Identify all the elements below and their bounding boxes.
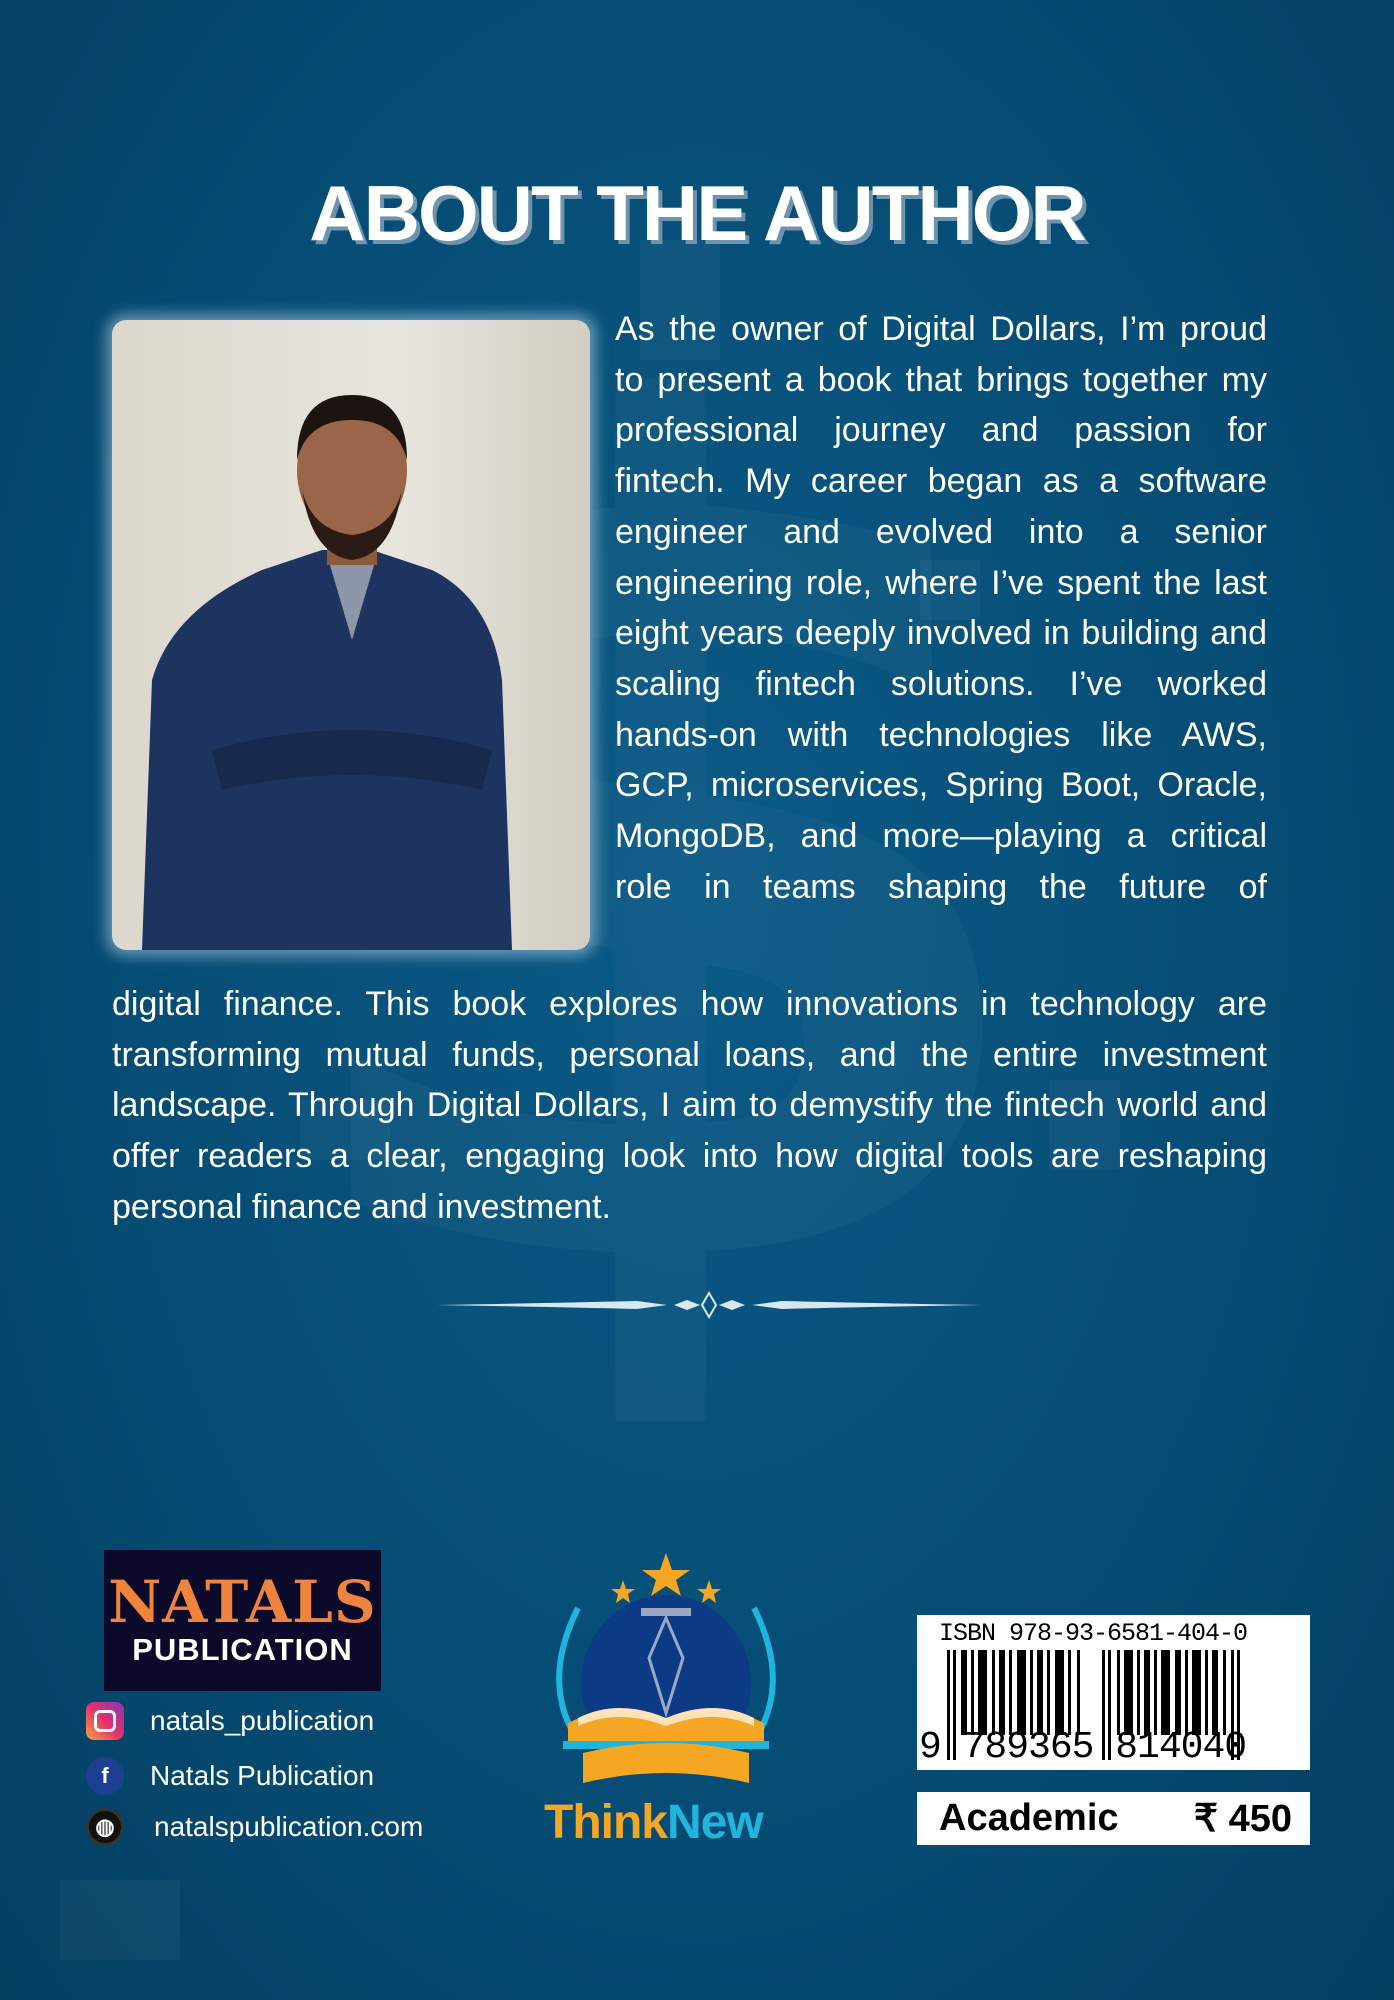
category-label: Academic [939,1797,1119,1839]
divider-ornament-icon [437,1290,982,1320]
author-photo [112,320,590,950]
logo-letter-t: T [205,1568,247,1636]
isbn-barcode [917,1615,1310,1770]
website-link: natalspublication.com [154,1811,424,1842]
globe-icon: ◍ [86,1808,124,1846]
logo-subtitle: PUBLICATION [132,1632,353,1667]
wordmark-think: Think [544,1796,667,1849]
instagram-handle: natals_publication [150,1705,375,1736]
logo-text: NA [108,1568,206,1636]
bg-square [60,1880,180,1960]
price-label: ₹ 450 [1193,1798,1292,1840]
barcode-digits: 9 789365 814040 [919,1726,1247,1769]
social-website[interactable] [86,1808,423,1846]
page-title: ABOUT THE AUTHOR [309,169,1085,257]
social-facebook[interactable] [86,1757,374,1795]
author-bio-continued: digital finance. This book explores how innovations in technology are transforming mutual funds, personal loans, and the entire investment landscape. Through Digital Dollars, I aim to demystify the fintech world and offer readers a clear, engaging look into how digital tools are reshaping personal finance and investment. [112,985,1267,1226]
thinknew-wordmark [544,1795,763,1850]
natals-publication-logo [104,1550,381,1691]
wordmark-new: New [667,1796,763,1849]
facebook-page: Natals Publication [150,1760,375,1791]
thinknew-emblem-icon [538,1548,794,1793]
isbn-text: ISBN 978-93-6581-404-0 [939,1619,1248,1648]
author-bio-wrapped: As the owner of Digital Dollars, I’m proud to present a book that brings together my professional journey and passion for fintech. My career began as a software engineer and evolved into a senior engineering role, where I’ve spent the last eight years deeply involved in building and scaling fintech solutions. I’ve worked hands-on with technologies like AWS, GCP, microservices, Spring Boot, Oracle, MongoDB, and more—playing a critical role in teams shaping the future of [615,310,1267,906]
category-price-box [917,1792,1310,1845]
logo-text: ALS [246,1568,377,1636]
facebook-icon: f [86,1757,124,1795]
social-instagram[interactable] [86,1702,374,1740]
instagram-icon [86,1702,124,1740]
